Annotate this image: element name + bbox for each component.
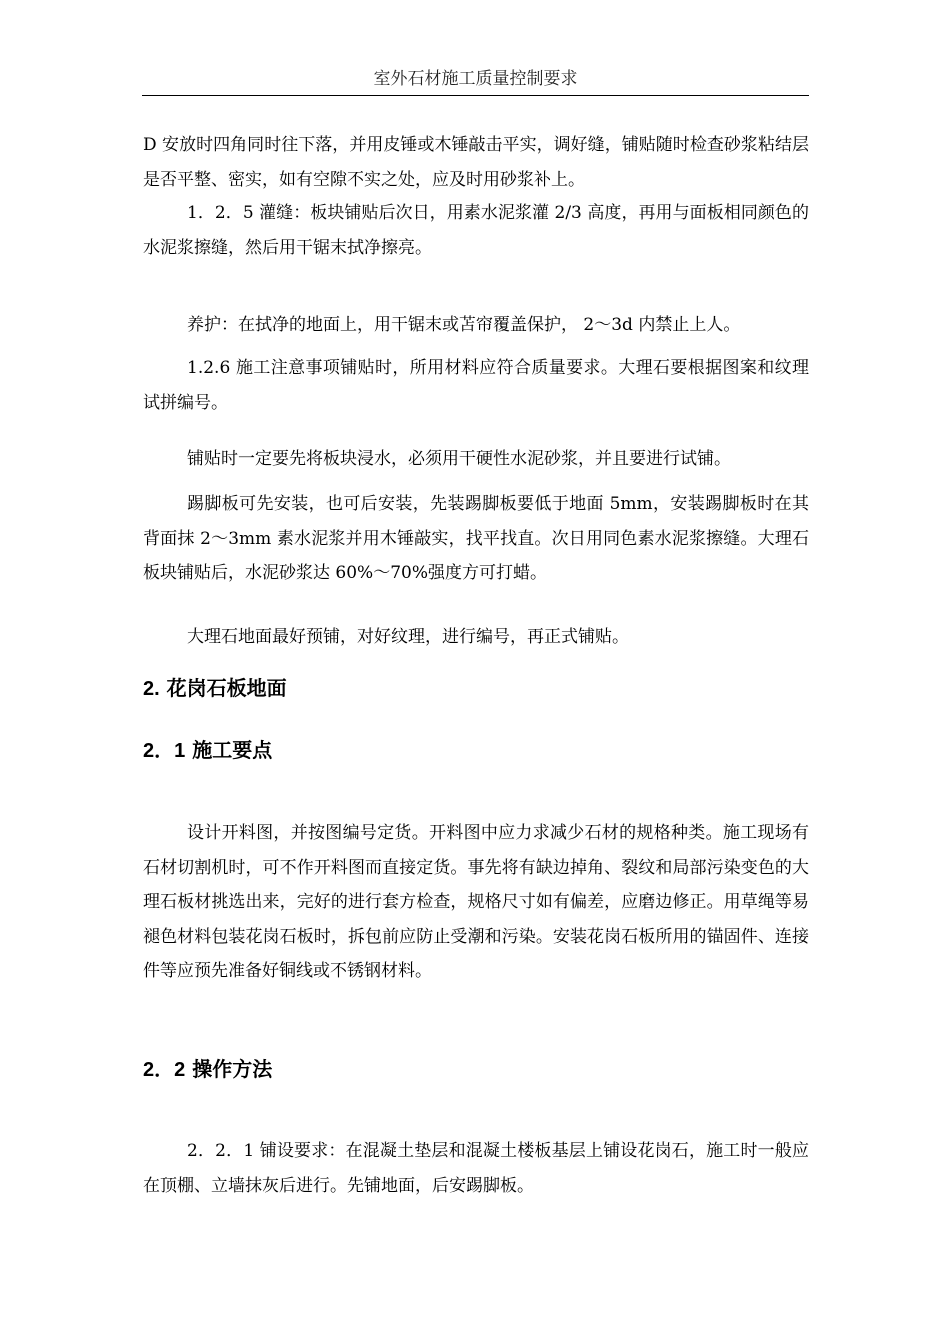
- subsection-heading-key-points: [143, 733, 809, 768]
- paragraph-curing: 养护：在拭净的地面上，用干锯末或苫帘覆盖保护， 2～3d 内禁止上人。: [187, 315, 741, 335]
- paragraph-skirting: 踢脚板可先安装，也可后安装，先装踢脚板要低于地面 5mm，安装踢脚板时在其背面抹 2～3mm 素水泥浆并用木锤敲实，找平找直。次日用同色素水泥浆擦缝。大理石板块铺贴后，水泥砂浆达 60%～70%强度方可打蜡。: [143, 494, 809, 583]
- paragraph-soaking: 铺贴时一定要先将板块浸水，必须用干硬性水泥砂浆，并且要进行试铺。: [187, 449, 731, 469]
- page-header-title: 室外石材施工质量控制要求: [373, 69, 578, 89]
- subsection-title: 操作方法: [185, 1057, 273, 1081]
- section-heading-granite: [143, 671, 809, 706]
- section-number: 2.: [143, 678, 160, 700]
- paragraph-precautions: 1.2.6 施工注意事项铺贴时，所用材料应符合质量要求。大理石要根据图案和纹理试拼编号。: [143, 358, 809, 413]
- subsection-number: 2．2: [143, 1059, 186, 1081]
- section-title: 花岗石板地面: [159, 676, 287, 700]
- subsection-heading-methods: [143, 1052, 809, 1087]
- paragraph-stone-placement: D 安放时四角同时往下落，并用皮锤或木锤敲击平实，调好缝，铺贴随时检查砂浆粘结层是否平整、密实，如有空隙不实之处，应及时用砂浆补上。: [143, 135, 809, 190]
- paragraph-prelay: 大理石地面最好预铺，对好纹理，进行编号，再正式铺贴。: [187, 627, 629, 647]
- paragraph-grouting: 1．2．5 灌缝：板块铺贴后次日，用素水泥浆灌 2/3 高度，再用与面板相同颜色的水泥浆擦缝，然后用干锯末拭净擦亮。: [143, 203, 809, 258]
- paragraph-laying-requirements: 2．2．1 铺设要求：在混凝土垫层和混凝土楼板基层上铺设花岗石，施工时一般应在顶棚、立墙抹灰后进行。先铺地面，后安踢脚板。: [143, 1141, 809, 1196]
- subsection-title: 施工要点: [185, 738, 273, 762]
- header-divider: [142, 95, 809, 96]
- paragraph-cutting-plan: 设计开料图，并按图编号定货。开料图中应力求减少石材的规格种类。施工现场有石材切割机时，可不作开料图而直接定货。事先将有缺边掉角、裂纹和局部污染变色的大理石板材挑选出来，完好的进行套方检查，规格尺寸如有偏差，应磨边修正。用草绳等易褪色材料包装花岗石板时，拆包前应防止受潮和污染。安装花岗石板所用的锚固件、连接件等应预先准备好铜线或不锈钢材料。: [143, 823, 809, 981]
- subsection-number: 2．1: [143, 740, 186, 762]
